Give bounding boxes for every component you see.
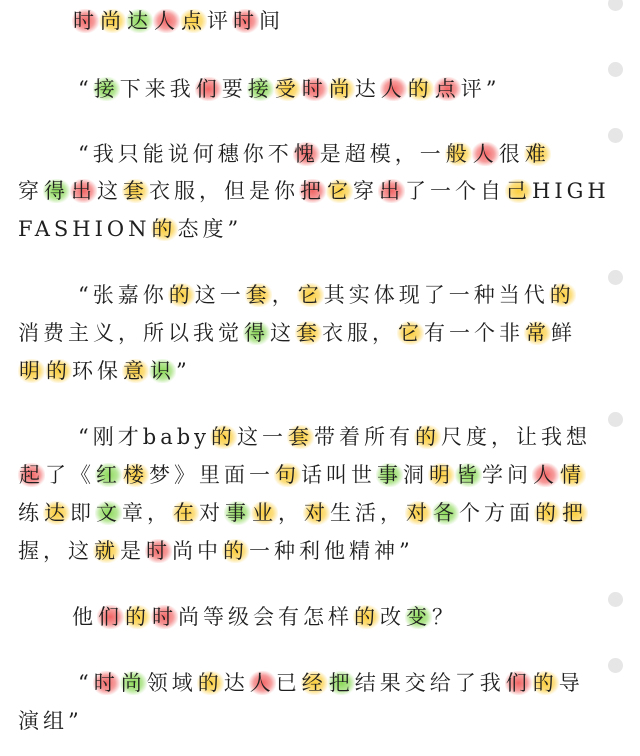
char: 超 bbox=[344, 142, 370, 166]
highlighted-char: 红 bbox=[96, 463, 121, 487]
char: ， bbox=[278, 501, 303, 525]
text-line bbox=[78, 422, 591, 452]
highlighted-char: 对 bbox=[304, 501, 329, 525]
char: 觉 bbox=[218, 321, 243, 345]
char: 个 bbox=[474, 321, 499, 345]
char: 来 bbox=[144, 77, 170, 101]
char: ， bbox=[147, 501, 172, 525]
char: 话 bbox=[301, 463, 326, 487]
char: 有 bbox=[278, 605, 303, 629]
highlighted-char: 事 bbox=[225, 501, 250, 525]
char: 体 bbox=[373, 283, 399, 307]
char: 生 bbox=[330, 501, 355, 525]
highlighted-char: 时 bbox=[73, 9, 98, 33]
char: 样 bbox=[328, 605, 353, 629]
highlighted-char: 的 bbox=[197, 671, 223, 695]
text-line bbox=[18, 356, 191, 386]
char: 活 bbox=[355, 501, 380, 525]
char: 利 bbox=[299, 539, 324, 563]
char: “ bbox=[78, 283, 93, 307]
highlighted-char: 它 bbox=[297, 283, 323, 307]
char: 方 bbox=[484, 501, 509, 525]
char: 了 bbox=[454, 671, 480, 695]
highlighted-char: 出 bbox=[71, 179, 96, 203]
highlighted-char: 常 bbox=[525, 321, 550, 345]
highlighted-char: 时 bbox=[146, 539, 171, 563]
margin-dots bbox=[608, 0, 626, 756]
char: 果 bbox=[379, 671, 405, 695]
char: 会 bbox=[253, 605, 278, 629]
char: 以 bbox=[168, 321, 193, 345]
char: 主 bbox=[68, 321, 93, 345]
margin-dot bbox=[608, 128, 623, 143]
char: ， bbox=[394, 142, 420, 166]
char: 服 bbox=[347, 321, 372, 345]
char: 这 bbox=[68, 539, 93, 563]
highlighted-char: 般 bbox=[445, 142, 471, 166]
highlighted-char: 的 bbox=[532, 671, 558, 695]
margin-dot bbox=[608, 412, 623, 427]
highlighted-char: 接 bbox=[247, 77, 273, 101]
char: 有 bbox=[389, 425, 415, 449]
char: 刚 bbox=[92, 425, 118, 449]
highlighted-char: 句 bbox=[275, 463, 300, 487]
char: 问 bbox=[507, 463, 532, 487]
char: 握 bbox=[18, 539, 43, 563]
char: 度 bbox=[202, 217, 228, 241]
char: 《 bbox=[70, 463, 95, 487]
char: ， bbox=[118, 321, 143, 345]
highlighted-char: 达 bbox=[44, 501, 69, 525]
char: 环 bbox=[72, 359, 97, 383]
char: ， bbox=[43, 539, 68, 563]
char: 是 bbox=[249, 179, 274, 203]
highlighted-char: 的 bbox=[407, 77, 433, 101]
char: 交 bbox=[404, 671, 430, 695]
char: ？ bbox=[432, 605, 457, 629]
char: 演 bbox=[18, 709, 43, 733]
highlighted-char: 套 bbox=[288, 425, 314, 449]
highlighted-char: 的 bbox=[354, 605, 379, 629]
char: ， bbox=[380, 501, 405, 525]
highlighted-char: 皆 bbox=[456, 463, 481, 487]
char: ” bbox=[176, 359, 191, 383]
char: 代 bbox=[523, 283, 549, 307]
char: 我 bbox=[541, 425, 567, 449]
char: 域 bbox=[171, 671, 197, 695]
char: “ bbox=[78, 425, 93, 449]
char: 服 bbox=[174, 179, 199, 203]
char: 才 bbox=[117, 425, 143, 449]
char: FASHION bbox=[18, 217, 151, 241]
char: 但 bbox=[224, 179, 249, 203]
highlighted-char: 套 bbox=[245, 283, 271, 307]
char: 级 bbox=[228, 605, 253, 629]
margin-dot bbox=[608, 62, 623, 77]
highlighted-char: 们 bbox=[505, 671, 531, 695]
highlighted-char: 人 bbox=[472, 142, 498, 166]
highlighted-char: 尚 bbox=[120, 671, 146, 695]
char: 学 bbox=[482, 463, 507, 487]
char: 练 bbox=[18, 501, 43, 525]
text-line bbox=[78, 280, 576, 310]
char: ” bbox=[68, 709, 83, 733]
char: 保 bbox=[97, 359, 122, 383]
char: 穿 bbox=[18, 179, 43, 203]
char: 面 bbox=[509, 501, 534, 525]
highlighted-char: 点 bbox=[434, 77, 460, 101]
char: 我 bbox=[92, 142, 118, 166]
char: 尚 bbox=[178, 605, 203, 629]
char: 鲜 bbox=[551, 321, 576, 345]
text-line bbox=[18, 706, 83, 736]
highlighted-char: 情 bbox=[560, 463, 585, 487]
highlighted-char: 的 bbox=[151, 217, 177, 241]
highlighted-char: 的 bbox=[46, 359, 71, 383]
text-line bbox=[18, 176, 610, 206]
text-line bbox=[78, 668, 584, 698]
char: 义 bbox=[93, 321, 118, 345]
highlighted-char: 们 bbox=[195, 77, 221, 101]
char: 结 bbox=[354, 671, 380, 695]
char: ， bbox=[199, 179, 224, 203]
char: 种 bbox=[274, 539, 299, 563]
char: 评 bbox=[207, 9, 232, 33]
char: 梦 bbox=[149, 463, 174, 487]
highlighted-char: 把 bbox=[300, 179, 325, 203]
char: 里 bbox=[199, 463, 224, 487]
char: “ bbox=[78, 77, 93, 101]
char: 这 bbox=[194, 283, 220, 307]
char: 实 bbox=[348, 283, 374, 307]
highlighted-char: 识 bbox=[150, 359, 175, 383]
highlighted-char: 各 bbox=[433, 501, 458, 525]
char: 衣 bbox=[149, 179, 174, 203]
char: 面 bbox=[224, 463, 249, 487]
highlighted-char: 的 bbox=[125, 605, 150, 629]
char: 自 bbox=[480, 179, 505, 203]
char: 一 bbox=[419, 142, 445, 166]
highlighted-char: 己 bbox=[506, 179, 531, 203]
highlighted-char: 的 bbox=[535, 501, 560, 525]
char: 一 bbox=[262, 425, 288, 449]
highlighted-char: 它 bbox=[327, 179, 352, 203]
char: 消 bbox=[18, 321, 43, 345]
highlighted-char: 尚 bbox=[328, 77, 354, 101]
char: 他 bbox=[72, 605, 97, 629]
char: 中 bbox=[197, 539, 222, 563]
char: 模 bbox=[369, 142, 395, 166]
highlighted-char: 的 bbox=[211, 425, 237, 449]
char: 神 bbox=[374, 539, 399, 563]
char: 一 bbox=[448, 283, 474, 307]
char: 所 bbox=[143, 321, 168, 345]
char: 种 bbox=[473, 283, 499, 307]
char: 一 bbox=[430, 179, 455, 203]
highlighted-char: 业 bbox=[252, 501, 277, 525]
highlighted-char: 把 bbox=[562, 501, 587, 525]
char: 他 bbox=[324, 539, 349, 563]
char: 达 bbox=[354, 77, 380, 101]
char: 改 bbox=[380, 605, 405, 629]
margin-dot bbox=[608, 658, 623, 673]
char: 带 bbox=[314, 425, 340, 449]
char: ， bbox=[271, 283, 297, 307]
highlighted-char: 就 bbox=[94, 539, 119, 563]
highlighted-char: 点 bbox=[181, 9, 206, 33]
char: 有 bbox=[424, 321, 449, 345]
char: 张 bbox=[92, 283, 118, 307]
char: ” bbox=[485, 77, 501, 101]
char: 你 bbox=[242, 142, 268, 166]
char: 等 bbox=[203, 605, 228, 629]
highlighted-char: 人 bbox=[249, 671, 275, 695]
highlighted-char: 的 bbox=[549, 283, 575, 307]
char: 领 bbox=[146, 671, 172, 695]
char: 评 bbox=[460, 77, 486, 101]
char: 是 bbox=[120, 539, 145, 563]
char: 一 bbox=[249, 463, 274, 487]
margin-dot bbox=[608, 270, 623, 285]
highlighted-char: 人 bbox=[533, 463, 558, 487]
highlighted-char: 人 bbox=[154, 9, 179, 33]
highlighted-char: 对 bbox=[406, 501, 431, 525]
highlighted-char: 文 bbox=[96, 501, 121, 525]
highlighted-char: 时 bbox=[93, 671, 119, 695]
char: 穿 bbox=[353, 179, 378, 203]
char: 已 bbox=[275, 671, 301, 695]
text-line bbox=[18, 460, 586, 490]
highlighted-char: 经 bbox=[301, 671, 327, 695]
char: 费 bbox=[43, 321, 68, 345]
char: 能 bbox=[142, 142, 168, 166]
char: 何 bbox=[192, 142, 218, 166]
text-line bbox=[72, 602, 457, 632]
highlighted-char: 明 bbox=[429, 463, 454, 487]
char: 间 bbox=[259, 9, 284, 33]
char: 非 bbox=[499, 321, 524, 345]
char: baby bbox=[142, 425, 211, 449]
highlighted-char: 得 bbox=[244, 321, 269, 345]
char: ， bbox=[491, 425, 517, 449]
margin-dot bbox=[608, 592, 623, 607]
char: 精 bbox=[349, 539, 374, 563]
char: 你 bbox=[274, 179, 299, 203]
char: 对 bbox=[199, 501, 224, 525]
char: 不 bbox=[267, 142, 293, 166]
highlighted-char: 接 bbox=[93, 77, 119, 101]
heading-line bbox=[72, 6, 284, 36]
char: 着 bbox=[339, 425, 365, 449]
highlighted-char: 的 bbox=[415, 425, 441, 449]
highlighted-char: 们 bbox=[98, 605, 123, 629]
highlighted-char: 尚 bbox=[100, 9, 125, 33]
highlighted-char: 它 bbox=[398, 321, 423, 345]
char: 是 bbox=[319, 142, 345, 166]
char: 说 bbox=[167, 142, 193, 166]
char: 即 bbox=[70, 501, 95, 525]
char: 组 bbox=[43, 709, 68, 733]
char: 洞 bbox=[403, 463, 428, 487]
highlighted-char: 愧 bbox=[293, 142, 319, 166]
char: HIGH bbox=[532, 179, 610, 203]
char: 态 bbox=[177, 217, 203, 241]
highlighted-char: 楼 bbox=[123, 463, 148, 487]
char: 嘉 bbox=[117, 283, 143, 307]
char: ， bbox=[372, 321, 397, 345]
char: 一 bbox=[219, 283, 245, 307]
highlighted-char: 时 bbox=[301, 77, 327, 101]
char: 尚 bbox=[172, 539, 197, 563]
char: 只 bbox=[117, 142, 143, 166]
highlighted-char: 出 bbox=[379, 179, 404, 203]
char: 导 bbox=[558, 671, 584, 695]
char: 想 bbox=[566, 425, 592, 449]
highlighted-char: 的 bbox=[223, 539, 248, 563]
char: “ bbox=[78, 671, 93, 695]
char: 尺 bbox=[441, 425, 467, 449]
highlighted-char: 起 bbox=[19, 463, 44, 487]
highlighted-char: 事 bbox=[377, 463, 402, 487]
highlighted-char: 明 bbox=[19, 359, 44, 383]
char: 我 bbox=[479, 671, 505, 695]
char: 下 bbox=[119, 77, 145, 101]
char: 让 bbox=[516, 425, 542, 449]
char: 了 bbox=[423, 283, 449, 307]
char: 》 bbox=[174, 463, 199, 487]
text-line bbox=[78, 74, 501, 104]
text-line bbox=[18, 318, 576, 348]
highlighted-char: 时 bbox=[152, 605, 177, 629]
highlighted-char: 把 bbox=[328, 671, 354, 695]
margin-dot bbox=[608, 0, 623, 11]
char: “ bbox=[78, 142, 93, 166]
highlighted-char: 意 bbox=[123, 359, 148, 383]
char: 现 bbox=[398, 283, 424, 307]
char: 达 bbox=[223, 671, 249, 695]
char: 一 bbox=[249, 539, 274, 563]
char: 所 bbox=[364, 425, 390, 449]
char: 个 bbox=[455, 179, 480, 203]
highlighted-char: 人 bbox=[380, 77, 406, 101]
char: 这 bbox=[237, 425, 263, 449]
text-line bbox=[18, 498, 588, 528]
text-line bbox=[18, 536, 414, 566]
highlighted-char: 套 bbox=[123, 179, 148, 203]
char: ” bbox=[399, 539, 414, 563]
highlighted-char: 时 bbox=[233, 9, 258, 33]
char: 怎 bbox=[303, 605, 328, 629]
text-line bbox=[18, 214, 242, 244]
char: 一 bbox=[449, 321, 474, 345]
char: 世 bbox=[351, 463, 376, 487]
char: 章 bbox=[122, 501, 147, 525]
char: 衣 bbox=[322, 321, 347, 345]
char: 要 bbox=[221, 77, 247, 101]
char: 这 bbox=[270, 321, 295, 345]
highlighted-char: 在 bbox=[173, 501, 198, 525]
highlighted-char: 得 bbox=[44, 179, 69, 203]
char: 我 bbox=[169, 77, 195, 101]
char: ” bbox=[227, 217, 243, 241]
highlighted-char: 达 bbox=[127, 9, 152, 33]
highlighted-char: 变 bbox=[406, 605, 431, 629]
highlighted-char: 的 bbox=[168, 283, 194, 307]
char: 我 bbox=[193, 321, 218, 345]
char: 其 bbox=[323, 283, 349, 307]
char: 个 bbox=[459, 501, 484, 525]
char: 叫 bbox=[326, 463, 351, 487]
char: 了 bbox=[405, 179, 430, 203]
highlighted-char: 套 bbox=[296, 321, 321, 345]
char: 穗 bbox=[217, 142, 243, 166]
highlighted-char: 难 bbox=[524, 142, 550, 166]
char: 很 bbox=[498, 142, 524, 166]
highlighted-char: 受 bbox=[274, 77, 300, 101]
char: 当 bbox=[498, 283, 524, 307]
char: 了 bbox=[45, 463, 70, 487]
char: 给 bbox=[429, 671, 455, 695]
char: 这 bbox=[97, 179, 122, 203]
text-line bbox=[78, 139, 551, 169]
char: 你 bbox=[142, 283, 168, 307]
char: 度 bbox=[466, 425, 492, 449]
